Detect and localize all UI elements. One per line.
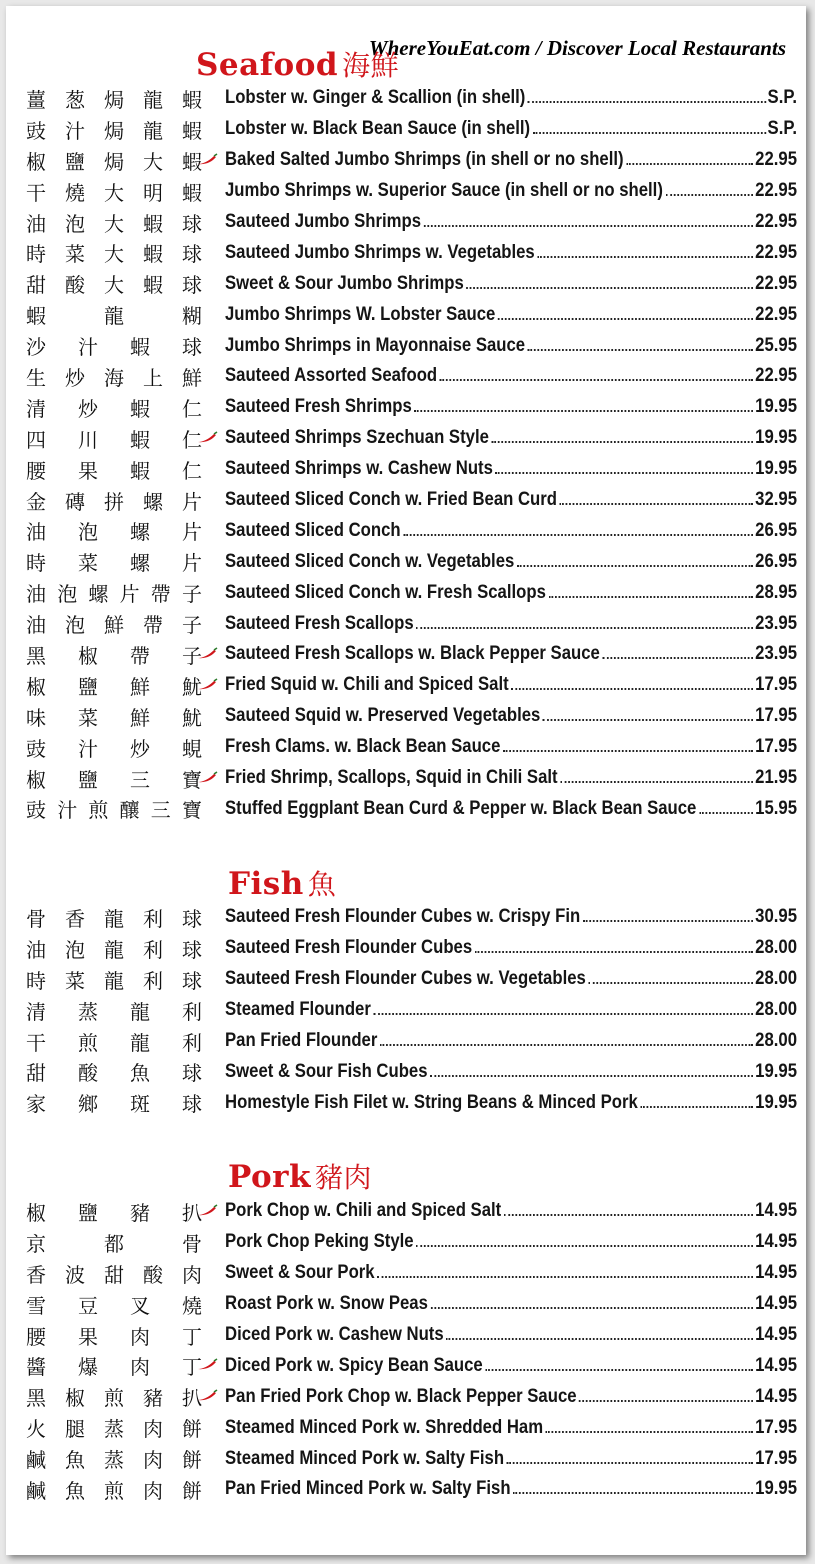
menu-item [6,995,806,1026]
menu-item-english [225,1478,797,1500]
menu-item-price: 17.95 [755,1447,797,1469]
menu-item-chinese-name: 椒 鹽 鮮 魷 [26,674,202,699]
dot-leader [475,951,754,953]
menu-item-chinese-name: 沙 汁 蝦 球 [26,335,202,360]
dot-leader [699,812,753,814]
menu-item-price: 14.95 [755,1231,797,1253]
menu-item-name: Steamed Flounder [225,999,371,1021]
dot-leader [403,534,753,536]
menu-item-chinese-name: 鹹 魚 煎 肉 餅 [26,1478,202,1503]
menu-item [6,392,806,423]
menu-item-name: Sauteed Fresh Flounder Cubes w. Vegetables [225,968,586,990]
menu-item-english [225,999,797,1021]
menu-item-name: Sauteed Jumbo Shrimps [225,211,422,232]
menu-item-chinese-name: 鹹 魚 蒸 肉 餅 [26,1448,202,1473]
menu-item [6,670,806,701]
dot-leader [503,750,753,752]
dot-leader [640,1106,753,1108]
menu-item-english [225,335,797,357]
chili-pepper-icon [197,153,219,165]
dot-leader [626,163,753,165]
dot-leader [380,1044,753,1046]
menu-item-name: Jumbo Shrimps W. Lobster Sauce [225,303,496,325]
menu-item [6,1381,806,1412]
menu-item-price: 28.00 [755,968,797,990]
menu-item-name: Sauteed Squid w. Preserved Vegetables [225,705,541,727]
chili-pepper-icon [197,678,219,690]
menu-item [6,608,806,639]
menu-item-english [225,1030,797,1052]
menu-item [6,361,806,392]
menu-item-english [225,1448,797,1470]
chili-pepper-icon [197,1358,219,1370]
menu-item [6,145,806,176]
menu-item-name: Sweet & Sour Fish Cubes [225,1060,428,1082]
dot-leader [377,1276,753,1278]
dot-leader [579,1400,753,1402]
menu-item [6,237,806,268]
menu-item-chinese-name: 薑 葱 焗 龍 蝦 [26,87,202,112]
menu-item-chinese-name: 時 菜 大 蝦 球 [26,242,202,267]
menu-item-price: 28.00 [755,937,797,959]
menu-item [6,964,806,995]
chili-pepper-icon [197,771,219,783]
menu-item-chinese-name: 香 波 甜 酸 肉 [26,1262,202,1287]
menu-item-chinese-name: 油 泡 螺 片 帶 子 [26,582,202,607]
menu-item [6,1227,806,1258]
dot-leader [549,596,754,598]
dot-leader [485,1369,753,1371]
menu-item-name: Sauteed Fresh Scallops [225,612,414,634]
menu-item [6,1087,806,1118]
menu-item-name: Sauteed Shrimps Szechuan Style [225,427,489,449]
menu-item-chinese-name: 黑 椒 煎 豬 扒 [26,1386,202,1411]
menu-item-chinese-name: 腰 果 肉 丁 [26,1324,202,1349]
menu-item [6,546,806,577]
section-title-cn: 海鮮 [342,49,400,82]
menu-item-price: 28.95 [755,581,797,603]
menu-item-english [225,87,797,109]
menu-item-price: 22.95 [755,211,797,232]
dot-leader [517,565,753,567]
menu-item-price: 15.95 [755,797,797,819]
pork-list [6,1196,806,1505]
menu-item-english [225,551,797,573]
menu-item [6,793,806,824]
menu-item [6,330,806,361]
menu-item-english [225,613,797,635]
menu-item-price: 17.95 [755,1416,797,1438]
menu-item-name: Lobster w. Ginger & Scallion (in shell) [225,87,526,109]
menu-item-english [225,1324,797,1346]
menu-item-chinese-name: 腰 果 蝦 仁 [26,458,202,483]
dot-leader [546,1431,754,1433]
menu-item-chinese-name: 時 菜 螺 片 [26,551,202,576]
menu-item-english [225,211,797,233]
menu-item-chinese-name: 時 菜 龍 利 球 [26,968,202,993]
menu-item-price: 17.95 [755,674,797,696]
menu-item-chinese-name: 京 都 骨 [26,1231,202,1256]
menu-item-chinese-name: 雪 豆 叉 燒 [26,1293,202,1318]
menu-item-english [225,365,797,387]
menu-item [6,485,806,516]
menu-item-name: Pork Chop Peking Style [225,1231,414,1253]
menu-item-english [225,736,797,758]
menu-item-name: Diced Pork w. Cashew Nuts [225,1324,444,1345]
menu-item-english [225,582,797,604]
dot-leader [528,101,766,103]
dot-leader [507,1462,754,1464]
menu-item-price: S.P. [767,118,797,140]
dot-leader [492,441,754,443]
menu-item [6,701,806,732]
menu-item-chinese-name: 油 泡 鮮 帶 子 [26,613,202,638]
fish-list [6,902,806,1118]
menu-item-chinese-name: 醬 爆 肉 丁 [26,1355,202,1380]
menu-item-price: 17.95 [755,736,797,758]
dot-leader [374,1013,754,1015]
menu-item [6,1258,806,1289]
menu-item-chinese-name: 蝦 龍 糊 [26,304,202,329]
menu-item-price: 22.95 [755,272,797,294]
menu-item-price: 14.95 [755,1293,797,1315]
fish-section-title [228,863,336,903]
menu-item-price: 19.95 [755,1478,797,1500]
section-title-cn: 魚 [307,868,337,901]
menu-item-name: Sauteed Fresh Shrimps [225,396,412,418]
dot-leader [430,1075,753,1077]
menu-item-name: Pan Fried Minced Pork w. Salty Fish [225,1478,511,1500]
menu-item-english [225,520,797,542]
menu-item-price: 28.00 [755,1030,797,1051]
menu-item-english [225,304,797,326]
dot-leader [513,1492,753,1494]
menu-item-name: Baked Salted Jumbo Shrimps (in shell or no shell) [225,149,624,171]
menu-item-price: 28.00 [755,999,797,1021]
menu-item-english [225,1355,797,1377]
dot-leader [560,781,753,783]
menu-item [6,1289,806,1320]
menu-item [6,577,806,608]
menu-item-price: 22.95 [755,303,797,325]
menu-item-chinese-name: 甜 酸 大 蝦 球 [26,273,202,298]
seafood-section-title [196,44,399,84]
menu-item-name: Sauteed Sliced Conch w. Fresh Scallops [225,581,546,603]
menu-item-chinese-name: 清 蒸 龍 利 [26,999,202,1024]
menu-item-chinese-name: 家 鄉 斑 球 [26,1092,202,1117]
menu-item-english [225,968,797,990]
menu-item-name: Sauteed Assorted Seafood [225,365,438,387]
menu-item-name: Steamed Minced Pork w. Shredded Ham [225,1416,544,1438]
menu-item-english [225,798,797,820]
menu-item [6,176,806,207]
menu-item-name: Pan Fried Pork Chop w. Black Pepper Sauce [225,1385,577,1407]
menu-item-chinese-name: 豉 汁 焗 龍 蝦 [26,118,202,143]
menu-item [6,933,806,964]
menu-item [6,732,806,763]
section-title-en: Fish [228,866,304,902]
menu-item [6,83,806,114]
menu-item-price: 19.95 [755,396,797,418]
menu-item-english [225,705,797,727]
menu-item-english [225,643,797,665]
menu-item [6,515,806,546]
menu-item-name: Fried Shrimp, Scallops, Squid in Chili Salt [225,767,558,789]
menu-item-chinese-name: 甜 酸 魚 球 [26,1061,202,1086]
menu-item [6,114,806,145]
menu-item-price: 14.95 [755,1200,797,1222]
menu-item-chinese-name: 味 菜 鮮 魷 [26,705,202,730]
menu-item-english [225,118,797,140]
menu-item-price: 14.95 [755,1262,797,1284]
chili-pepper-icon [197,1389,219,1401]
menu-item-name: Pan Fried Flounder [225,1030,378,1051]
menu-item [6,1474,806,1505]
menu-item-chinese-name: 清 炒 蝦 仁 [26,396,202,421]
menu-item-name: Sauteed Sliced Conch w. Fried Bean Curd [225,489,557,511]
menu-item-name: Sauteed Sliced Conch [225,519,401,541]
menu-item [6,1443,806,1474]
menu-item-name: Jumbo Shrimps w. Superior Sauce (in shell or no shell) [225,180,663,202]
menu-item-chinese-name: 油 泡 螺 片 [26,520,202,545]
menu-item-name: Homestyle Fish Filet w. String Beans & Minced Pork [225,1091,638,1113]
menu-item-price: 17.95 [755,705,797,727]
menu-item-name: Lobster w. Black Bean Sauce (in shell) [225,118,531,140]
dot-leader [588,982,753,984]
menu-item-price: 14.95 [755,1354,797,1376]
menu-item-name: Sweet & Sour Jumbo Shrimps [225,272,464,294]
dot-leader [440,379,754,381]
menu-item-price: 30.95 [755,906,797,928]
menu-item [6,454,806,485]
chili-pepper-icon [197,1204,219,1216]
menu-item-english [225,396,797,418]
chili-pepper-icon [197,647,219,659]
menu-item-price: 22.95 [755,241,797,263]
menu-item-english [225,1293,797,1315]
menu-item [6,1026,806,1057]
menu-item-english [225,1061,797,1083]
menu-item-price: 23.95 [755,643,797,665]
menu-item-name: Steamed Minced Pork w. Salty Fish [225,1447,505,1469]
seafood-list [6,83,806,824]
menu-item-chinese-name: 椒 鹽 豬 扒 [26,1200,202,1225]
dot-leader [424,225,754,227]
menu-item-price: 22.95 [755,180,797,202]
dot-leader [466,287,753,289]
menu-item-english [225,1386,797,1408]
chili-pepper-icon [197,431,219,443]
dot-leader [511,688,753,690]
menu-item [6,423,806,454]
menu-item-chinese-name: 豉 汁 炒 蜆 [26,736,202,761]
menu-item-english [225,937,797,959]
section-title-en: Pork [228,1159,311,1195]
menu-item-price: S.P. [767,87,797,109]
menu-item-name: Roast Pork w. Snow Peas [225,1293,428,1315]
menu-item-chinese-name: 生 炒 海 上 鮮 [26,365,202,390]
menu-item-english [225,149,797,171]
menu-item-chinese-name: 油 泡 龍 利 球 [26,937,202,962]
menu-item-name: Jumbo Shrimps in Mayonnaise Sauce [225,334,526,356]
dot-leader [416,1245,753,1247]
menu-item-price: 32.95 [755,489,797,511]
menu-item-name: Diced Pork w. Spicy Bean Sauce [225,1354,483,1376]
menu-item-chinese-name: 豉 汁 煎 釀 三 寶 [26,798,202,823]
dot-leader [416,627,753,629]
menu-item-price: 26.95 [755,550,797,572]
menu-item-price: 25.95 [755,334,797,356]
dot-leader [666,194,754,196]
menu-item-price: 19.95 [755,1060,797,1082]
menu-item-english [225,1262,797,1284]
menu-item-chinese-name: 干 煎 龍 利 [26,1030,202,1055]
section-title-en: Seafood [196,47,339,83]
menu-item-name: Sauteed Fresh Flounder Cubes [225,937,473,959]
menu-item [6,299,806,330]
menu-item-name: Fresh Clams. w. Black Bean Sauce [225,736,501,758]
menu-item-chinese-name: 椒 鹽 三 寶 [26,767,202,792]
menu-item-price: 22.95 [755,365,797,387]
menu-item-chinese-name: 骨 香 龍 利 球 [26,906,202,931]
menu-item-name: Stuffed Eggplant Bean Curd & Pepper w. Black Bean Sauce [225,797,697,819]
dot-leader [431,1307,754,1309]
menu-item-english [225,767,797,789]
menu-item [6,1350,806,1381]
menu-item-chinese-name: 金 磚 拼 螺 片 [26,489,202,514]
menu-page [6,6,806,1555]
menu-item [6,639,806,670]
menu-item-name: Sauteed Sliced Conch w. Vegetables [225,550,515,572]
menu-item [6,902,806,933]
menu-item [6,207,806,238]
menu-item [6,1320,806,1351]
menu-item-english [225,1200,797,1222]
menu-item [6,763,806,794]
menu-item-english [225,1092,797,1114]
menu-item-english [225,1231,797,1253]
menu-item-price: 19.95 [755,427,797,449]
menu-item-chinese-name: 火 腿 蒸 肉 餅 [26,1417,202,1442]
menu-item-english [225,273,797,295]
menu-item-price: 21.95 [755,767,797,789]
dot-leader [496,472,754,474]
dot-leader [498,318,753,320]
watermark: WhereYouEat.com / Discover Local Restaurants [368,36,786,60]
menu-item-name: Pork Chop w. Chili and Spiced Salt [225,1200,502,1222]
menu-item-chinese-name: 四 川 蝦 仁 [26,427,202,452]
dot-leader [543,719,753,721]
menu-item-chinese-name: 椒 鹽 焗 大 蝦 [26,149,202,174]
menu-item-chinese-name: 干 燒 大 明 蝦 [26,180,202,205]
menu-item-name: Sweet & Sour Pork [225,1262,375,1284]
menu-item-english [225,180,797,202]
menu-item-english [225,1417,797,1439]
pork-section-title [228,1156,372,1196]
menu-item-price: 19.95 [755,1091,797,1113]
menu-item-name: Sauteed Jumbo Shrimps w. Vegetables [225,241,535,263]
menu-item-english [225,906,797,928]
menu-item-name: Sauteed Fresh Flounder Cubes w. Crispy Fin [225,906,581,928]
dot-leader [504,1214,754,1216]
menu-item-name: Sauteed Shrimps w. Cashew Nuts [225,458,493,480]
menu-item-english [225,674,797,696]
menu-item-price: 14.95 [755,1324,797,1345]
dot-leader [560,503,754,505]
menu-item-english [225,427,797,449]
section-title-cn: 豬肉 [314,1161,372,1194]
menu-item-name: Fried Squid w. Chili and Spiced Salt [225,674,509,696]
menu-item [6,1412,806,1443]
menu-item-price: 19.95 [755,458,797,480]
dot-leader [446,1338,753,1340]
menu-item [6,1196,806,1227]
menu-item-price: 14.95 [755,1385,797,1407]
menu-item-price: 23.95 [755,612,797,634]
menu-item-english [225,458,797,480]
menu-item [6,268,806,299]
menu-item-chinese-name: 黑 椒 帶 子 [26,643,202,668]
menu-item-english [225,489,797,511]
dot-leader [602,657,753,659]
dot-leader [414,410,753,412]
dot-leader [537,256,753,258]
menu-item-name: Sauteed Fresh Scallops w. Black Pepper Sauce [225,643,600,665]
dot-leader [533,132,766,134]
menu-item-english [225,242,797,264]
dot-leader [583,920,754,922]
menu-item-chinese-name: 油 泡 大 蝦 球 [26,211,202,236]
menu-item-price: 22.95 [755,149,797,171]
menu-item [6,1056,806,1087]
menu-item-price: 26.95 [755,519,797,541]
dot-leader [528,349,754,351]
